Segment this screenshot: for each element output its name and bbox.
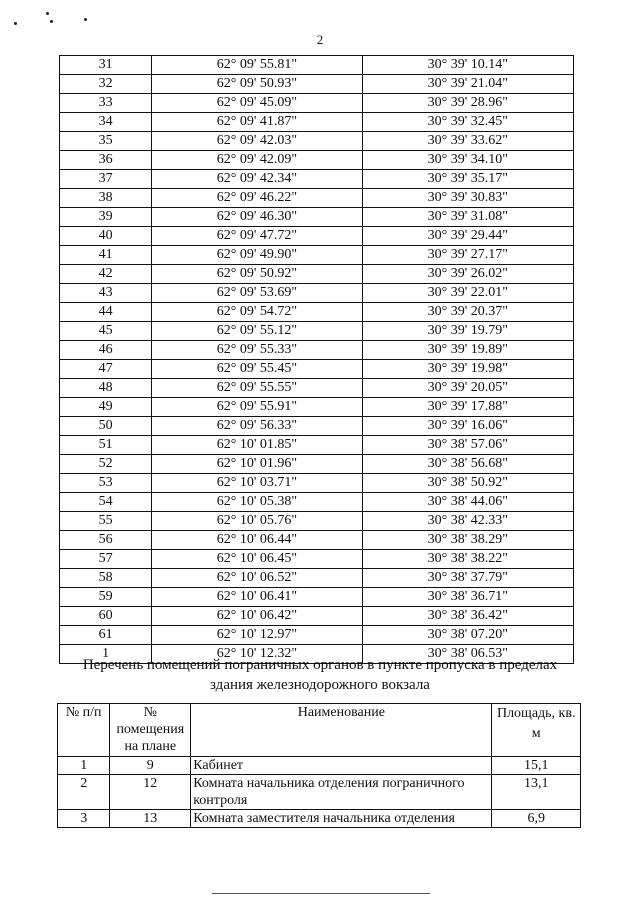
latitude-cell: 62° 09' 46.30" <box>152 208 362 227</box>
latitude-cell: 62° 09' 42.09" <box>152 151 362 170</box>
coordinate-row <box>60 417 574 436</box>
latitude-cell: 62° 09' 55.55" <box>152 379 362 398</box>
point-number: 35 <box>60 132 152 151</box>
coordinate-row <box>60 493 574 512</box>
point-number: 60 <box>60 607 152 626</box>
latitude-cell: 62° 10' 06.52" <box>152 569 362 588</box>
room-row <box>58 775 581 810</box>
coordinate-row <box>60 284 574 303</box>
room-row <box>58 757 581 775</box>
coordinate-row <box>60 398 574 417</box>
point-number: 53 <box>60 474 152 493</box>
longitude-cell: 30° 38' 56.68" <box>362 455 573 474</box>
point-number: 33 <box>60 94 152 113</box>
latitude-cell: 62° 09' 55.33" <box>152 341 362 360</box>
longitude-cell: 30° 39' 17.88" <box>362 398 573 417</box>
point-number: 49 <box>60 398 152 417</box>
longitude-cell: 30° 38' 06.53" <box>362 645 573 664</box>
point-number: 52 <box>60 455 152 474</box>
latitude-cell: 62° 09' 45.09" <box>152 94 362 113</box>
room-name: Комната начальника отделения пограничного контроля <box>191 775 492 810</box>
latitude-cell: 62° 09' 50.93" <box>152 75 362 94</box>
room-index: 2 <box>58 775 110 810</box>
section-heading-line: здания железнодорожного вокзала <box>210 677 430 693</box>
header-number: № п/п <box>58 704 110 757</box>
longitude-cell: 30° 38' 38.29" <box>362 531 573 550</box>
point-number: 37 <box>60 170 152 189</box>
coordinate-row <box>60 360 574 379</box>
rooms-table <box>57 703 581 828</box>
longitude-cell: 30° 39' 26.02" <box>362 265 573 284</box>
coordinate-row <box>60 322 574 341</box>
longitude-cell: 30° 39' 22.01" <box>362 284 573 303</box>
coordinate-row <box>60 607 574 626</box>
coordinate-row <box>60 341 574 360</box>
point-number: 44 <box>60 303 152 322</box>
room-plan-number: 9 <box>110 757 191 775</box>
longitude-cell: 30° 39' 31.08" <box>362 208 573 227</box>
latitude-cell: 62° 09' 55.91" <box>152 398 362 417</box>
longitude-cell: 30° 38' 42.33" <box>362 512 573 531</box>
point-number: 48 <box>60 379 152 398</box>
latitude-cell: 62° 09' 46.22" <box>152 189 362 208</box>
longitude-cell: 30° 39' 16.06" <box>362 417 573 436</box>
coordinate-row <box>60 75 574 94</box>
point-number: 36 <box>60 151 152 170</box>
latitude-cell: 62° 09' 42.34" <box>152 170 362 189</box>
point-number: 34 <box>60 113 152 132</box>
longitude-cell: 30° 39' 19.98" <box>362 360 573 379</box>
latitude-cell: 62° 09' 53.69" <box>152 284 362 303</box>
room-area: 15,1 <box>492 757 581 775</box>
point-number: 46 <box>60 341 152 360</box>
longitude-cell: 30° 38' 37.79" <box>362 569 573 588</box>
longitude-cell: 30° 39' 20.05" <box>362 379 573 398</box>
point-number: 57 <box>60 550 152 569</box>
latitude-cell: 62° 09' 41.87" <box>152 113 362 132</box>
latitude-cell: 62° 10' 06.41" <box>152 588 362 607</box>
latitude-cell: 62° 09' 55.81" <box>152 56 362 75</box>
room-area: 13,1 <box>492 775 581 810</box>
point-number: 50 <box>60 417 152 436</box>
point-number: 43 <box>60 284 152 303</box>
coordinate-row <box>60 550 574 569</box>
room-plan-number: 12 <box>110 775 191 810</box>
point-number: 51 <box>60 436 152 455</box>
page-number: 2 <box>316 32 324 47</box>
latitude-cell: 62° 10' 05.76" <box>152 512 362 531</box>
longitude-cell: 30° 39' 34.10" <box>362 151 573 170</box>
point-number: 54 <box>60 493 152 512</box>
point-number: 58 <box>60 569 152 588</box>
latitude-cell: 62° 10' 05.38" <box>152 493 362 512</box>
coordinate-row <box>60 436 574 455</box>
point-number: 31 <box>60 56 152 75</box>
coordinate-row <box>60 189 574 208</box>
room-plan-number: 13 <box>110 810 191 828</box>
room-name: Комната заместителя начальника отделения <box>191 810 492 828</box>
coordinate-row <box>60 588 574 607</box>
longitude-cell: 30° 39' 32.45" <box>362 113 573 132</box>
longitude-cell: 30° 39' 21.04" <box>362 75 573 94</box>
longitude-cell: 30° 39' 29.44" <box>362 227 573 246</box>
scan-speck <box>46 12 49 15</box>
point-number: 1 <box>60 645 152 664</box>
rooms-header-row <box>58 704 581 757</box>
point-number: 39 <box>60 208 152 227</box>
latitude-cell: 62° 10' 06.42" <box>152 607 362 626</box>
section-heading <box>40 655 600 695</box>
coordinate-row <box>60 379 574 398</box>
room-index: 3 <box>58 810 110 828</box>
longitude-cell: 30° 38' 36.71" <box>362 588 573 607</box>
latitude-cell: 62° 10' 06.45" <box>152 550 362 569</box>
latitude-cell: 62° 09' 54.72" <box>152 303 362 322</box>
room-row <box>58 810 581 828</box>
coordinate-row <box>60 113 574 132</box>
coordinates-table-body <box>60 56 574 664</box>
room-name: Кабинет <box>191 757 492 775</box>
longitude-cell: 30° 39' 19.79" <box>362 322 573 341</box>
point-number: 45 <box>60 322 152 341</box>
point-number: 42 <box>60 265 152 284</box>
longitude-cell: 30° 38' 50.92" <box>362 474 573 493</box>
scan-speck <box>84 18 87 21</box>
coordinate-row <box>60 512 574 531</box>
longitude-cell: 30° 38' 44.06" <box>362 493 573 512</box>
coordinate-row <box>60 246 574 265</box>
coordinate-row <box>60 626 574 645</box>
coordinate-row <box>60 151 574 170</box>
coordinate-row <box>60 56 574 75</box>
coordinate-row <box>60 132 574 151</box>
point-number: 47 <box>60 360 152 379</box>
longitude-cell: 30° 38' 07.20" <box>362 626 573 645</box>
latitude-cell: 62° 09' 55.45" <box>152 360 362 379</box>
point-number: 56 <box>60 531 152 550</box>
scan-speck <box>14 22 17 25</box>
point-number: 40 <box>60 227 152 246</box>
scan-speck <box>50 20 53 23</box>
longitude-cell: 30° 38' 57.06" <box>362 436 573 455</box>
point-number: 55 <box>60 512 152 531</box>
coordinate-row <box>60 303 574 322</box>
longitude-cell: 30° 39' 30.83" <box>362 189 573 208</box>
point-number: 41 <box>60 246 152 265</box>
latitude-cell: 62° 10' 03.71" <box>152 474 362 493</box>
coordinate-row <box>60 170 574 189</box>
coordinate-row <box>60 455 574 474</box>
room-area: 6,9 <box>492 810 581 828</box>
longitude-cell: 30° 38' 38.22" <box>362 550 573 569</box>
bottom-divider <box>212 893 430 894</box>
latitude-cell: 62° 09' 42.03" <box>152 132 362 151</box>
rooms-table-body <box>58 757 581 828</box>
coordinate-row <box>60 531 574 550</box>
latitude-cell: 62° 09' 49.90" <box>152 246 362 265</box>
coordinate-row <box>60 227 574 246</box>
latitude-cell: 62° 09' 55.12" <box>152 322 362 341</box>
latitude-cell: 62° 10' 12.97" <box>152 626 362 645</box>
latitude-cell: 62° 09' 56.33" <box>152 417 362 436</box>
longitude-cell: 30° 39' 19.89" <box>362 341 573 360</box>
longitude-cell: 30° 39' 20.37" <box>362 303 573 322</box>
latitude-cell: 62° 10' 06.44" <box>152 531 362 550</box>
latitude-cell: 62° 10' 01.85" <box>152 436 362 455</box>
coordinates-table <box>59 55 574 664</box>
latitude-cell: 62° 10' 12.32" <box>152 645 362 664</box>
latitude-cell: 62° 09' 47.72" <box>152 227 362 246</box>
longitude-cell: 30° 39' 10.14" <box>362 56 573 75</box>
point-number: 59 <box>60 588 152 607</box>
longitude-cell: 30° 39' 27.17" <box>362 246 573 265</box>
longitude-cell: 30° 38' 36.42" <box>362 607 573 626</box>
room-index: 1 <box>58 757 110 775</box>
section-heading-line: Перечень помещений пограничных органов в пункте пропуска в пределах <box>82 657 558 673</box>
longitude-cell: 30° 39' 33.62" <box>362 132 573 151</box>
header-name: Наименование <box>191 704 492 757</box>
latitude-cell: 62° 09' 50.92" <box>152 265 362 284</box>
point-number: 32 <box>60 75 152 94</box>
point-number: 61 <box>60 626 152 645</box>
coordinate-row <box>60 569 574 588</box>
coordinate-row <box>60 474 574 493</box>
longitude-cell: 30° 39' 28.96" <box>362 94 573 113</box>
coordinate-row <box>60 265 574 284</box>
header-plan-number: № помещения на плане <box>110 704 191 757</box>
coordinate-row <box>60 94 574 113</box>
longitude-cell: 30° 39' 35.17" <box>362 170 573 189</box>
point-number: 38 <box>60 189 152 208</box>
coordinate-row <box>60 208 574 227</box>
latitude-cell: 62° 10' 01.96" <box>152 455 362 474</box>
header-area: Площадь, кв. м <box>492 704 581 757</box>
